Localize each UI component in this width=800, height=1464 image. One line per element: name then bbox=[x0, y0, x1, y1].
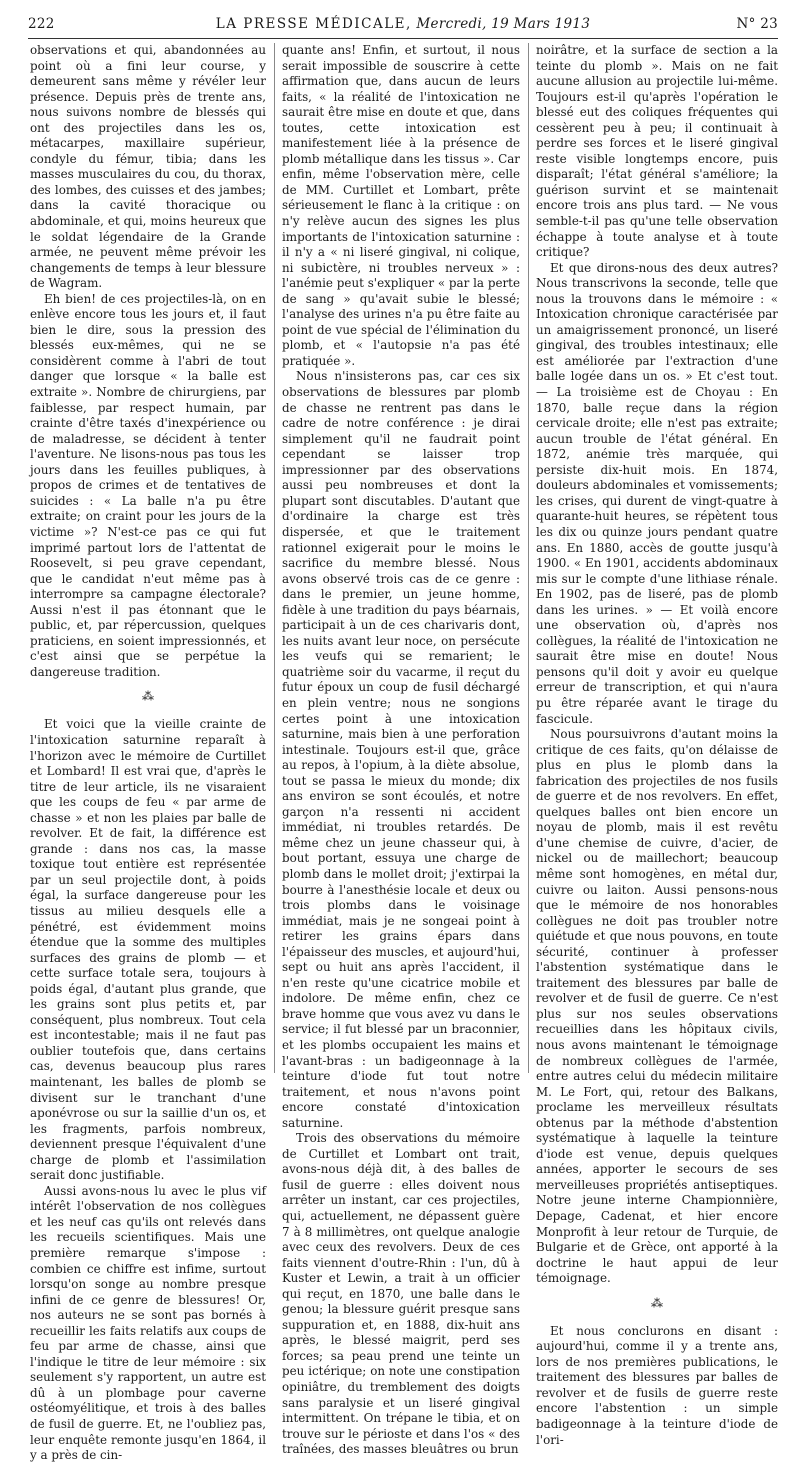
paragraph: Et voici que la vieille crainte de l'intoxication saturnine reparaît à l'horizon avec le mémoire de Curtillet et Lombard! Il est vrai que, d'après le titre de leur article, ils ne visaraient que les coups de feu « par arme de chasse » et non les plaies par balle de revolver. Et de fait, la différence est grande : dans nos cas, la masse toxique tout entière est représentée par un seul projectile dont, à poids égal, la surface dangereuse pour les tissus au milieu desquels elle a pénétré, est évidemment moins étendue que la somme des multiples surfaces des grains de plomb — et cette surface totale sera, toujours à poids égal, d'autant plus grande, que les grains sont plus petits et, par conséquent, plus nombreux. Tout cela est incontestable; mais il ne faut pas oublier toutefois que, dans certains cas, devenus beaucoup plus rares maintenant, les balles de plomb se divisent sur le tranchant d'une aponévrose ou sur la saillie d'un os, et les fragments, parfois nombreux, deviennent presque l'équivalent d'une charge de plomb et l'assimilation serait donc justifiable. bbox=[30, 717, 266, 1183]
paragraph: Et que dirons-nous des deux autres? Nous transcrivons la seconde, telle que nous la trouvons dans le mémoire : « Intoxication chronique caractérisée par un amaigrissement prononcé, un liseré gingival, des troubles intestinaux; elle est améliorée par l'extraction d'une balle logée dans un os. » Et c'est tout. — La troisième est de Choyau : En 1870, balle reçue dans la région cervicale droite; elle n'est pas extraite; aucun trouble de l'état général. En 1872, anémie très marquée, qui persiste dix-huit mois. En 1874, douleurs abdominales et vomissements; les crises, qui durent de vingt-quatre à quarante-huit heures, se répètent tous les dix ou quinze jours pendant quatre ans. En 1880, accès de goutte jusqu'à 1900. « En 1901, accidents abdominaux mis sur le compte d'une lithiase rénale. En 1902, pas de liseré, pas de plomb dans les urines. » — Et voilà encore une observation où, d'après nos collègues, la réalité de l'intoxication ne saurait être mise en doute! Nous pensons qu'il doit y avoir eu quelque erreur de transcription, et qui n'aura pu être réparée avant le tirage du fascicule. bbox=[536, 260, 778, 726]
header-rule bbox=[28, 38, 778, 39]
issue-date: Mercredi, 19 Mars 1913 bbox=[416, 16, 591, 32]
page-number: 222 bbox=[28, 16, 55, 32]
paragraph: noirâtre, et la surface de section a la teinte du plomb ». Mais on ne fait aucune allusion au projectile lui-même. Toujours est-il qu'après l'opération le blessé eut des coliques fréquentes qui cessèrent peu à peu; il continuait à perdre ses forces et le liseré gingival reste visible longtemps encore, puis disparaît; l'état général s'améliore; la guérison survint et se maintenait encore trois ans plus tard. — Ne vous semble-t-il pas qu'une telle observation échappe à toute analyse et à toute critique? bbox=[536, 43, 778, 260]
column-2 bbox=[282, 43, 521, 1457]
paragraph: Et nous conclurons en disant : aujourd'hui, comme il y a trente ans, lors de nos premières publications, le traitement des blessures par balles de revolver et de fusils de guerre reste encore l'abstention : un simple badigeonnage à la teinture d'iode de l'ori- bbox=[536, 1323, 778, 1447]
paragraph: Nous n'insisterons pas, car ces six observations de blessures par plomb de chasse ne rentrent pas dans le cadre de notre conférence : je dirai simplement qu'il ne faudrait point cependant se laisser trop impressionner par des observations aussi peu nombreuses et dont la plupart sont discutables. D'autant que d'ordinaire la charge est très dispersée, et que le traitement rationnel exigerait pour le moins le sacrifice du membre blessé. Nous avons observé trois cas de ce genre : dans le premier, un jeune homme, fidèle à une tradition du pays béarnais, participait à un de ces charivaris dont, les nuits avant leur noce, on persécute les veufs qui se remarient; le quatrième soir du vacarme, il reçut du futur époux un coup de fusil déchargé en plein ventre; nous ne songions certes point à une intoxication saturnine, mais bien à une perforation intestinale. Toujours est-il que, grâce au repos, à l'opium, à la diète absolue, tout se passa le mieux du monde; dix ans environ se sont écoulés, et notre garçon n'a ressenti ni accident immédiat, ni troubles retardés. De même chez un jeune chasseur qui, à bout portant, essuya une charge de plomb dans le mollet droit; j'extirpai la bourre à l'anesthésie locale et deux ou trois plombs dans le voisinage immédiat, mais je ne songeai point à retirer les grains épars dans l'épaisseur des muscles, et aujourd'hui, sept ou huit ans après l'accident, il n'en reste qu'une cicatrice mobile et indolore. De même enfin, chez ce brave homme que vous avez vu dans le service; il fut blessé par un braconnier, et les plombs occupaient les mains et l'avant-bras : un badigeonnage à la teinture d'iode fut tout notre traitement, et nous n'avons point encore constaté d'intoxication saturnine. bbox=[282, 369, 521, 1130]
running-title bbox=[28, 16, 778, 32]
column-divider bbox=[274, 43, 275, 1073]
paragraph: Nous poursuivrons d'autant moins la critique de ces faits, qu'on délaisse de plus en plus le plomb dans la fabrication des projectiles de nos fusils de guerre et de nos revolvers. En effet, quelques balles ont bien encore un noyau de plomb, mais il est revêtu d'une chemise de cuivre, d'acier, de nickel ou de maillechort; beaucoup même sont homogènes, en métal dur, cuivre ou laiton. Aussi pensons-nous que le mémoire de nos honorables collègues ne doit pas troubler notre quiétude et que nous pouvons, en toute sécurité, continuer à professer l'abstention systématique dans le traitement des blessures par balle de revolver et de fusil de guerre. Ce n'est plus sur nos seules observations recueillies dans les hôpitaux civils, nous avons maintenant le témoignage de nombreux collègues de l'armée, entre autres celui du médecin militaire M. Le Fort, qui, retour des Balkans, proclame les merveilleux résultats obtenus par la méthode d'abstention systématique à laquelle la teinture d'iode est venue, depuis quelques années, apporter le secours de ses merveilleuses propriétés antiseptiques. Notre jeune interne Championnière, Depage, Cadenat, et hier encore Monprofit à leur retour de Turquie, de Bulgarie et de Grèce, ont apporté à la doctrine le haut appui de leur témoignage. bbox=[536, 727, 778, 1286]
paragraph: observations et qui, abandonnées au point où a fini leur course, y demeurent sans même y révéler leur présence. Depuis près de trente ans, nous suivons nombre de blessés qui ont des projectiles dans les os, métacarpes, maxillaire supérieur, condyle du fémur, tibia; dans les masses musculaires du cou, du thorax, des lombes, des cuisses et des jambes; dans la cavité thoracique ou abdominale, et qui, moins heureux que le soldat légendaire de la Grande armée, ne peuvent même prévoir les changements de temps à leur blessure de Wagram. bbox=[30, 43, 266, 291]
paragraph: quante ans! Enfin, et surtout, il nous serait impossible de souscrire à cette affirmation que, dans aucun de leurs faits, « la réalité de l'intoxication ne saurait être mise en doute et que, dans toutes, cette intoxication est manifestement liée à la présence de plomb métallique dans les tissus ». Car enfin, même l'observation mère, celle de MM. Curtillet et Lombart, prête sérieusement le flanc à la critique : on n'y relève aucun des signes les plus importants de l'intoxication saturnine : il n'y a « ni liseré gingival, ni colique, ni subictère, ni troubles nerveux » : l'anémie peut s'expliquer « par la perte de sang » qu'avait subie le blessé; l'analyse des urines n'a pu être faite au point de vue spécial de l'élimination du plomb, et « l'autopsie n'a pas été pratiquée ». bbox=[282, 43, 520, 368]
paragraph: Aussi avons-nous lu avec le plus vif intérêt l'observation de nos collègues et les neuf cas qu'ils ont relevés dans les recueils scientifiques. Mais une première remarque s'impose : combien ce chiffre est infime, surtout lorsqu'on songe au nombre presque infini de ce genre de blessures! Or, nos auteurs ne se sont pas bornés à recueillir les faits relatifs aux coups de feu par arme de chasse, ainsi que l'indique le titre de leur mémoire : six seulement s'y rapportent, un autre est dû à un plombage pour caverne ostéomyélitique, et trois à des balles de fusil de guerre. Et, ne l'oubliez pas, leur enquête remonte jusqu'en 1864, il y a près de cin- bbox=[30, 1183, 266, 1463]
issue-number: N° 23 bbox=[736, 16, 778, 32]
section-ornament bbox=[536, 1297, 778, 1310]
paragraph: Trois des observations du mémoire de Curtillet et Lombart ont trait, avons-nous déjà dit, à des balles de fusil de guerre : elles doivent nous arrêter un instant, car ces projectiles, qui, actuellement, ne dépassent guère 7 à 8 millimètres, ont quelque analogie avec ceux des revolvers. Deux de ces faits viennent d'outre-Rhin : l'un, dû à Kuster et Lewin, a trait à un officier qui reçut, en 1870, une balle dans le genou; la blessure guérit presque sans suppuration et, en 1888, dix-huit ans après, le blessé maigrit, perd ses forces; sa peau prend une teinte un peu ictérique; on note une constipation opiniâtre, du tremblement des doigts sans paralysie et un liseré gingival intermittent. On trépane le tibia, et on trouve sur le périoste et dans l'os « des traînées, des masses bleuâtres ou brun bbox=[282, 1131, 520, 1457]
column-divider bbox=[528, 43, 529, 1073]
page-header bbox=[28, 16, 778, 38]
asterism-icon: ⁂ bbox=[651, 1295, 663, 1310]
paragraph: Eh bien! de ces projectiles-là, on en enlève encore tous les jours et, il faut bien le dire, sous la pression des blessés eux-mêmes, qui ne se considèrent comme à l'abri de tout danger que lorsque « la balle est extraite ». Nombre de chirurgiens, par faiblesse, par respect humain, par crainte d'être taxés d'inexpérience ou de maladresse, se décident à tenter l'aventure. Ne lisons-nous pas tous les jours dans les feuilles publiques, à propos de crimes et de tentatives de suicides : « La balle n'a pu être extraite; on craint pour les jours de la victime »? N'est-ce pas ce qui fut imprimé partout lors de l'attentat de Roosevelt, si peu grave cependant, que le candidat n'eut même pas à interrompre sa campagne électorale? Aussi n'est il pas étonnant que le public, et, par répercussion, quelques praticiens, en soient impressionnés, et c'est ainsi que se perpétue la dangereuse tradition. bbox=[30, 291, 266, 679]
journal-name: LA PRESSE MÉDICALE, bbox=[215, 16, 412, 32]
section-ornament bbox=[30, 690, 266, 703]
asterism-icon: ⁂ bbox=[142, 689, 154, 704]
column-3 bbox=[536, 43, 778, 1447]
column-1 bbox=[30, 43, 266, 1463]
